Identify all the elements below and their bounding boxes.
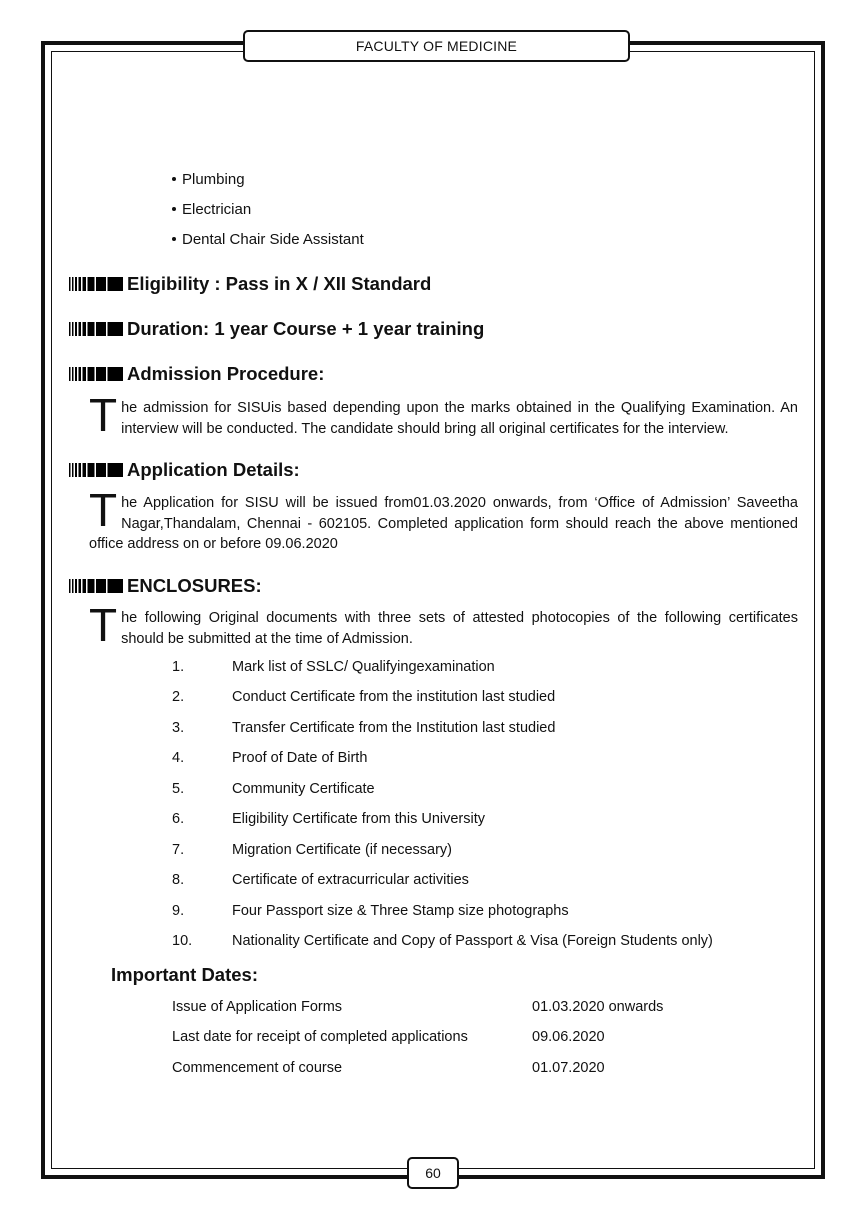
drop-cap: T [89, 484, 118, 536]
barcode-marker-icon [69, 367, 123, 381]
enclosures-paragraph: T he following Original documents with three sets of attested photocopies of the following certificates should be submitted at the time of Admission. [89, 599, 798, 651]
eligibility-heading: Eligibility : Pass in X / XII Standard [69, 273, 431, 295]
duration-heading: Duration: 1 year Course + 1 year training [69, 318, 484, 340]
important-dates-heading: Important Dates: [111, 964, 258, 985]
admission-paragraph: T he admission for SISUis based depending upon the marks obtained in the Qualifying Examination. An interview will be conducted. The candidate should bring all original certificates for the interview. [89, 389, 798, 441]
barcode-marker-icon [69, 463, 123, 477]
barcode-marker-icon [69, 277, 123, 291]
bullet-dot-icon [172, 177, 176, 181]
page-number: 60 [425, 1165, 441, 1181]
bullet-item: Electrician [172, 201, 251, 218]
faculty-header [243, 30, 630, 62]
bullet-dot-icon [172, 237, 176, 241]
faculty-header-title: FACULTY OF MEDICINE [355, 38, 518, 54]
page-number-box [407, 1157, 459, 1189]
admission-heading: Admission Procedure: [69, 363, 324, 385]
bullet-dot-icon [172, 207, 176, 211]
application-paragraph: T he Application for SISU will be issued from01.03.2020 onwards, from ‘Office of Admission’ Saveetha Nagar,Thandalam, Chennai - 602105. Completed application form should reach the above mentioned office address on or before 09.06.2020 [89, 484, 798, 552]
drop-cap: T [89, 599, 118, 651]
application-heading: Application Details: [69, 459, 300, 481]
barcode-marker-icon [69, 322, 123, 336]
enclosures-heading: ENCLOSURES: [69, 575, 262, 597]
barcode-marker-icon [69, 579, 123, 593]
drop-cap: T [89, 389, 118, 441]
bullet-item: Dental Chair Side Assistant [172, 231, 364, 248]
bullet-item: Plumbing [172, 171, 245, 188]
